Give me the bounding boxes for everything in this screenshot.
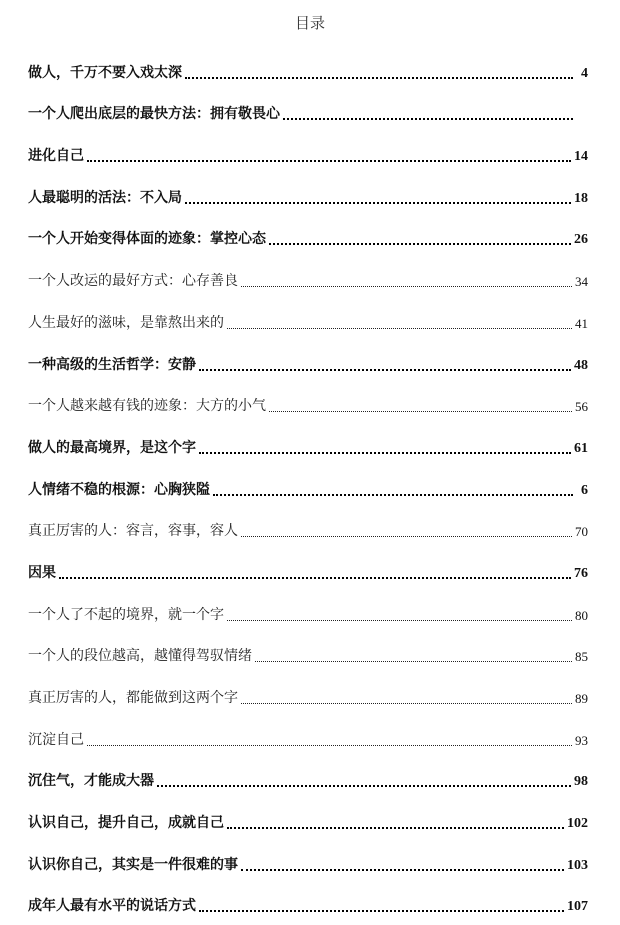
- dot-leader: [227, 327, 572, 329]
- toc-entry-title: 人情绪不稳的根源：心胸狭隘: [28, 481, 210, 498]
- toc-entry-title: 一个人开始变得体面的迹象：掌控心态: [28, 231, 266, 248]
- dot-leader: [87, 159, 571, 162]
- toc-entry[interactable]: [28, 717, 588, 759]
- toc-entry-title: 沉淀自己: [28, 731, 84, 748]
- toc-page-number: 41: [575, 315, 588, 331]
- dot-leader: [199, 909, 564, 912]
- toc-page-number: 102: [567, 816, 588, 832]
- dot-leader: [199, 451, 571, 454]
- dot-leader: [227, 826, 564, 829]
- dot-leader: [157, 784, 571, 787]
- toc-entry-title: 一个人的段位越高，越懂得驾驭情绪: [28, 648, 252, 665]
- toc-entry[interactable]: [28, 467, 588, 509]
- toc-entry[interactable]: [28, 800, 588, 842]
- toc-entry-title: 因果: [28, 564, 56, 581]
- toc-page-number: 85: [575, 649, 588, 665]
- toc-entry[interactable]: [28, 258, 588, 300]
- toc-entry-title: 进化自己: [28, 148, 84, 165]
- toc-entry[interactable]: [28, 50, 588, 92]
- toc-entry[interactable]: [28, 425, 588, 467]
- toc-entry[interactable]: [28, 592, 588, 634]
- dot-leader: [269, 242, 571, 245]
- toc-entry-title: 做人的最高境界，是这个字: [28, 439, 196, 456]
- toc-entry-title: 一个人越来越有钱的迹象：大方的小气: [28, 398, 266, 415]
- dot-leader: [283, 117, 573, 120]
- toc-page-number: 4: [581, 65, 588, 81]
- toc-page-number: 103: [567, 857, 588, 873]
- toc-entry[interactable]: [28, 217, 588, 259]
- toc-page-number: 48: [574, 357, 588, 373]
- toc-entry-title: 做人，千万不要入戏太深: [28, 64, 182, 81]
- toc-page-number: 98: [574, 774, 588, 790]
- toc-entry[interactable]: [28, 384, 588, 426]
- dot-leader: [255, 660, 572, 662]
- toc-entry[interactable]: [28, 300, 588, 342]
- toc-title: 目录: [294, 14, 325, 32]
- toc-entry-title: 一个人改运的最好方式：心存善良: [28, 273, 238, 290]
- toc-entry-title: 一个人爬出底层的最快方法：拥有敬畏心: [28, 106, 280, 123]
- toc-entry-title: 真正厉害的人：容言，容事，容人: [28, 523, 238, 540]
- toc-entry[interactable]: [28, 92, 588, 134]
- toc-page-number: 6: [581, 482, 588, 498]
- toc-page-number: 107: [567, 899, 588, 915]
- toc-page-number: 56: [575, 399, 588, 415]
- toc-entry[interactable]: [28, 175, 588, 217]
- table-of-contents: [28, 50, 588, 925]
- toc-entry-title: 人最聪明的活法：不入局: [28, 189, 182, 206]
- toc-entry-title: 成年人最有水平的说话方式: [28, 898, 196, 915]
- toc-page-number: 61: [574, 440, 588, 456]
- dot-leader: [59, 576, 571, 579]
- toc-entry[interactable]: [28, 634, 588, 676]
- toc-entry[interactable]: [28, 759, 588, 801]
- toc-page-number: 34: [575, 274, 588, 290]
- toc-entry-title: 人生最好的滋味，是靠熬出来的: [28, 314, 224, 331]
- toc-entry-title: 真正厉害的人，都能做到这两个字: [28, 690, 238, 706]
- toc-page-number: 93: [575, 732, 588, 748]
- dot-leader: [227, 619, 572, 621]
- toc-entry[interactable]: [28, 842, 588, 884]
- dot-leader: [185, 76, 573, 79]
- dot-leader: [87, 744, 572, 746]
- toc-entry-title: 认识自己，提升自己，成就自己: [28, 815, 224, 832]
- toc-entry[interactable]: [28, 884, 588, 925]
- toc-entry[interactable]: [28, 675, 588, 717]
- dot-leader: [241, 868, 564, 871]
- toc-entry-title: 沉住气，才能成大器: [28, 773, 154, 790]
- toc-entry-title: 一种高级的生活哲学：安静: [28, 356, 196, 373]
- dot-leader: [269, 410, 572, 412]
- toc-page-number: 89: [575, 691, 588, 706]
- toc-page-number: 26: [574, 232, 588, 248]
- dot-leader: [241, 535, 572, 537]
- dot-leader: [241, 702, 572, 704]
- toc-page-number: 18: [574, 190, 588, 206]
- dot-leader: [213, 493, 573, 496]
- toc-entry[interactable]: [28, 509, 588, 551]
- toc-entry-title: 认识你自己，其实是一件很难的事: [28, 856, 238, 873]
- toc-entry[interactable]: [28, 133, 588, 175]
- toc-entry[interactable]: [28, 342, 588, 384]
- dot-leader: [199, 368, 571, 371]
- toc-page-number: 80: [575, 607, 588, 623]
- toc-entry[interactable]: [28, 550, 588, 592]
- toc-page-number: 14: [574, 149, 588, 165]
- toc-page-number: 70: [575, 524, 588, 540]
- toc-entry-title: 一个人了不起的境界，就一个字: [28, 606, 224, 623]
- toc-page-number: 76: [574, 565, 588, 581]
- dot-leader: [185, 201, 571, 204]
- dot-leader: [241, 285, 572, 287]
